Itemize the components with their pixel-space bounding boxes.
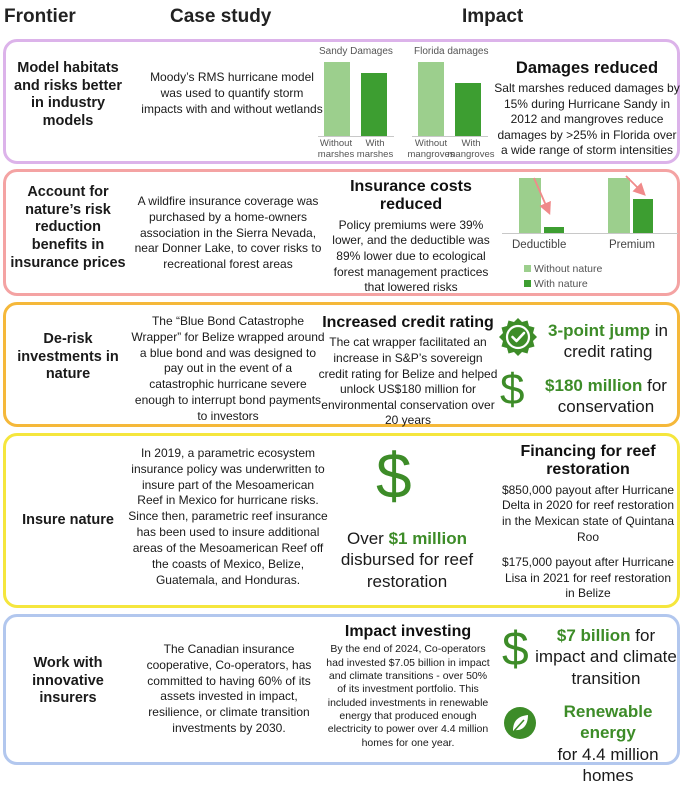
category-label-deductible: Deductible: [512, 239, 567, 251]
bar-without-mangroves: [418, 62, 444, 136]
impact-text: The cat wrapper facilitated an increase in S&P’s sovereign credit rating for Belize and helped unlock US$180 million for environmental conservation over 20 years: [318, 335, 498, 428]
stat-credit-rating: [540, 320, 676, 363]
arrow-premium: [626, 176, 642, 192]
case-study-text: The “Blue Bond Catastrophe Wrapper” for Belize wrapped around a blue bond and was designed to pay out in the event of a catastrophic hurricane severe enough to interrupt bond payments to investors: [131, 314, 325, 423]
legend-label: With nature: [534, 278, 588, 290]
row-insure-nature: [3, 433, 680, 608]
frontier-label: Insure nature: [22, 512, 114, 528]
header-impact: Impact: [462, 6, 524, 27]
bar-with-mangroves: [455, 83, 481, 136]
stat-highlight: $180 million: [545, 376, 643, 395]
frontier-label: Model habitats and risks better in industry models: [14, 60, 122, 130]
legend-swatch-dark: [524, 280, 531, 287]
dollar-sign-icon: $: [500, 365, 525, 414]
impact-text: Salt marshes reduced damages by 15% during Hurricane Sandy in 2012 and mangroves reduce damages by >25% in Florida over a wide range of storm intensities: [494, 80, 680, 158]
bar-without-marshes: [324, 62, 350, 136]
stat-text: disbursed for reef: [340, 550, 474, 570]
stat-text: Over: [347, 529, 389, 548]
category-label: With marshes: [356, 138, 394, 160]
impact-title: Financing for reef restoration: [520, 443, 656, 479]
dollar-sign-icon: $: [376, 440, 412, 512]
stat-text: for: [642, 376, 667, 395]
stat-disbursed: [332, 528, 482, 592]
category-label: Without marshes: [317, 138, 355, 160]
impact-title: Increased credit rating: [322, 314, 494, 331]
dollar-sign-icon: $: [502, 623, 529, 676]
stat-text: transition: [571, 668, 641, 688]
row-innovative-insurers: [3, 614, 680, 785]
row-de-risk-investments: [3, 302, 680, 427]
chart-title: Sandy Damages: [319, 46, 393, 57]
row-model-habitats: [3, 39, 680, 164]
chart-axis: [412, 136, 488, 137]
stat-text: in: [650, 321, 668, 340]
frontier-label: Work with innovative insurers: [32, 655, 104, 707]
impact-text-lisa: $175,000 payout after Hurricane Lisa in 2021 for reef restoration in Belize: [501, 555, 675, 601]
impact-text: By the end of 2024, Co-operators had invested $7.05 billion in impact and climate transitions - over 50% of its investment portfolio. This included investments in renewable energy that produced enough electricity to power over 4.4 million homes for one year.: [326, 643, 490, 749]
case-study-text: A wildfire insurance coverage was purchased by a home-owners association in the Sierra Nevada, near Donner Lake, to cover risks to recreational forest areas: [134, 194, 322, 272]
case-study-text: Moody’s RMS hurricane model was used to quantify storm impacts with and without wetlands: [141, 70, 323, 116]
stat-impact-climate: [532, 625, 680, 689]
leaf-energy-icon: [503, 706, 537, 740]
legend-label: Without nature: [534, 263, 603, 275]
arrow-deductible: [534, 178, 548, 210]
stat-conservation: [532, 375, 680, 418]
stat-text: impact and climate: [535, 647, 677, 667]
stat-text: for: [630, 626, 656, 645]
stat-renewable: [534, 701, 682, 786]
frontier-label: De-risk investments in nature: [17, 331, 119, 383]
stat-text: for 4.4 million: [557, 744, 659, 764]
legend-with-nature: [524, 278, 588, 290]
chart-axis: [502, 233, 678, 234]
impact-title: Damages reduced: [515, 59, 659, 77]
chart-title: Florida damages: [414, 46, 489, 57]
stat-highlight: Renewable energy: [563, 702, 653, 743]
category-label: With mangroves: [447, 138, 495, 160]
bar-with-marshes: [361, 73, 387, 136]
frontier-label: Account for nature’s risk reduction benefits in insurance prices: [10, 184, 126, 271]
category-label-premium: Premium: [609, 239, 656, 251]
impact-title: Insurance costs reduced: [350, 178, 472, 214]
stat-text: restoration: [366, 571, 448, 591]
header-frontier: Frontier: [4, 6, 76, 27]
row-insurance-prices: [3, 169, 680, 296]
legend-swatch-light: [524, 265, 531, 272]
legend-without-nature: [524, 263, 602, 275]
stat-text: credit rating: [563, 342, 653, 362]
case-study-text: In 2019, a parametric ecosystem insurance policy was underwritten to insure part of the Mesoamerican Reef in Mexico for hurricane risks. Since then, parametric reef insurance has been used to insure additional areas of the Mesoamerican Reef off the coasts of Mexico, Belize, Guatemala, and Honduras.: [128, 446, 328, 587]
impact-title: Impact investing: [344, 623, 472, 640]
category-label: Without mangroves: [407, 138, 455, 160]
impact-text-delta: $850,000 payout after Hurricane Delta in 2020 for reef restoration in the Mexican state of Quintana Roo: [501, 482, 675, 544]
stat-highlight: $7 billion: [556, 626, 631, 645]
reduction-arrows: [496, 172, 685, 232]
header-case-study: Case study: [170, 6, 272, 27]
chart-axis: [318, 136, 394, 137]
stat-text: homes: [582, 765, 634, 785]
stat-text: conservation: [557, 397, 655, 417]
stat-highlight: $1 million: [388, 529, 467, 548]
stat-highlight: 3-point jump: [548, 321, 650, 340]
impact-text: Policy premiums were 39% lower, and the deductible was 89% lower due to ecological forest management practices that lowered risks: [332, 217, 490, 295]
case-study-text: The Canadian insurance cooperative, Co-operators, has committed to having 60% of its assets invested in impact, resilience, or climate transition investments by 2030.: [146, 642, 312, 736]
checkmark-badge-icon: [498, 317, 538, 357]
